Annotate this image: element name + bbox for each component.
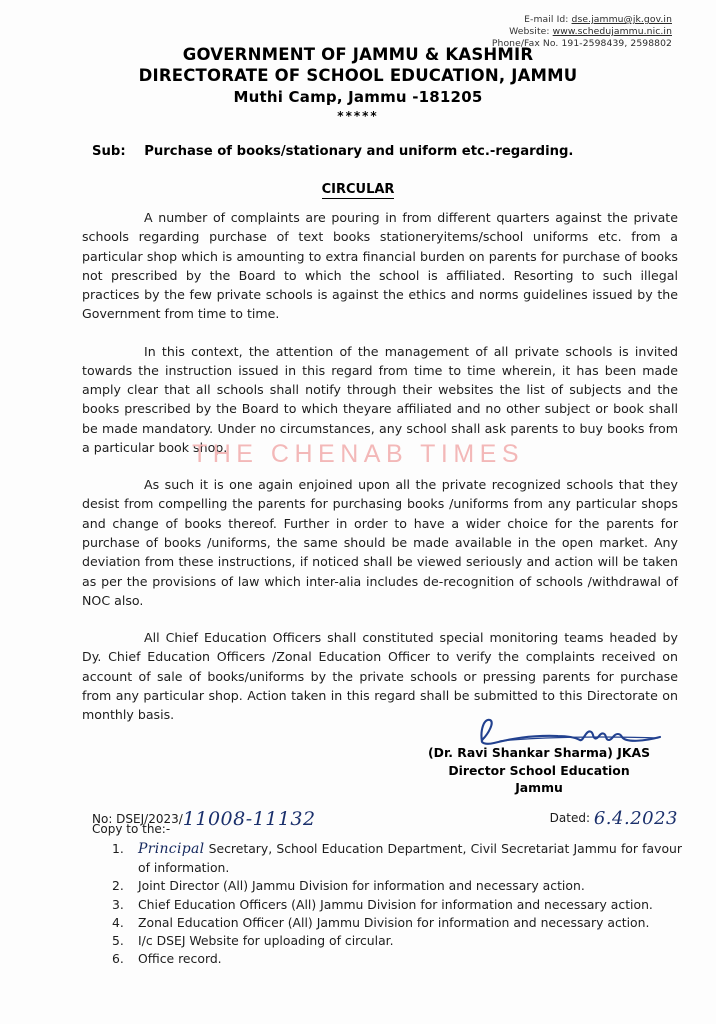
reference-number-handwritten: 11008-11132 <box>182 808 316 830</box>
subject-text: Purchase of books/stationary and uniform etc.-regarding. <box>144 144 574 159</box>
list-item <box>112 914 682 931</box>
list-item <box>112 896 682 913</box>
list-item-number: 5. <box>112 932 124 948</box>
circular-heading-text: CIRCULAR <box>321 182 395 197</box>
list-item-text: I/c DSEJ Website for uploading of circular. <box>138 932 394 948</box>
body-paragraph-2: In this context, the attention of the management of all private schools is invited towards the instruction issued in this regard from time to time wherein, it has been made amply clear that all schools shall notify through their websites the list of subjects and the books prescribed by the Board to which theyare affiliated and no other subject or book shall be made mandatory. Under no circumstances, any school shall ask parents to buy books from a particular book shop. <box>82 343 678 455</box>
list-item-number: 3. <box>112 896 124 912</box>
list-item-text: Chief Education Officers (All) Jammu Division for information and necessary action. <box>138 896 653 912</box>
list-item <box>112 932 682 949</box>
body-paragraph-3: As such it is one again enjoined upon all the private recognized schools that they desist from compelling the parents for purchasing books /uniforms from any particular shops and change of books thereof. Further in order to have a wider choice for the parents for purchase of books /uniforms, the same should be made available in the open market. Any deviation from these instructions, if noticed shall be viewed seriously and action will be taken as per the provisions of law which inter-alia includes de-recognition of schools /withdrawal of NOC also. <box>82 477 678 608</box>
list-item-text: Zonal Education Officer (All) Jammu Division for information and necessary action. <box>138 914 650 930</box>
page-title <box>0 182 716 197</box>
list-item-handwritten: Principal <box>138 841 205 857</box>
list-item-number: 1. <box>112 841 124 856</box>
body-paragraph-1: A number of complaints are pouring in from different quarters against the private schools regarding purchase of text books stationeryitems/school uniforms etc. from a particular shop which is amounting to extra financial burden on parents for purchase of books not prescribed by the Board to which the school is affiliated. Resorting to such illegal practices by the few private schools is against the ethics and norms guidelines issued by the Government from time to time. <box>82 210 678 322</box>
copy-to-label: Copy to the:- <box>92 822 171 836</box>
date-handwritten: 6.4.2023 <box>593 808 678 829</box>
reference-row <box>92 801 684 829</box>
government-title: GOVERNMENT OF JAMMU & KASHMIR <box>182 45 534 64</box>
document-body <box>82 208 678 724</box>
email-label: E-mail Id: <box>524 14 569 25</box>
website-label: Website: <box>509 26 550 38</box>
distribution-list <box>112 840 682 968</box>
signature-block <box>394 744 684 797</box>
email-line <box>492 14 672 26</box>
subject-line <box>92 144 676 159</box>
list-item-number: 2. <box>112 878 124 894</box>
website-line <box>492 26 672 38</box>
reference-number-label: No: DSEJ/2023/ <box>92 812 183 826</box>
body-paragraph-4: All Chief Education Officers shall constituted special monitoring teams headed by Dy. Chief Education Officers /Zonal Education Officer to verify the complaints received on account of sale of books/uniforms by the private schools or pressing parents for purchase from any particular shop. Action taken in this regard shall be submitted to this Directorate on monthly basis. <box>82 630 678 723</box>
directorate-title: DIRECTORATE OF SCHOOL EDUCATION, JAMMU <box>138 66 578 86</box>
website-value: www.schedujammu.nic.in <box>552 26 672 38</box>
star-divider: ***** <box>337 108 379 123</box>
list-item <box>112 950 682 967</box>
document-date <box>550 806 678 827</box>
list-item <box>112 877 682 894</box>
signatory-name: (Dr. Ravi Shankar Sharma) JKAS <box>428 745 650 760</box>
list-item-number: 4. <box>112 914 124 930</box>
address-line: Muthi Camp, Jammu -181205 <box>233 88 483 107</box>
signatory-place: Jammu <box>515 780 563 796</box>
phone-value: 191-2598439, 2598802 <box>561 38 672 50</box>
list-item-number: 6. <box>112 950 124 966</box>
email-value: dse.jammu@jk.gov.in <box>571 14 672 25</box>
list-item-text: Secretary, School Education Department, Civil Secretariat Jammu for favour of information. <box>138 841 682 876</box>
subject-label: Sub: <box>92 144 126 159</box>
list-item-text: Joint Director (All) Jammu Division for information and necessary action. <box>138 878 585 894</box>
watermark-text: THE CHENAB TIMES <box>191 440 525 468</box>
list-item <box>112 840 682 876</box>
phone-label: Phone/Fax No. <box>491 38 559 50</box>
signatory-designation: Director School Education <box>448 762 630 778</box>
date-label: Dated: <box>549 811 591 825</box>
masthead <box>0 44 716 125</box>
list-item-text: Office record. <box>138 950 222 966</box>
